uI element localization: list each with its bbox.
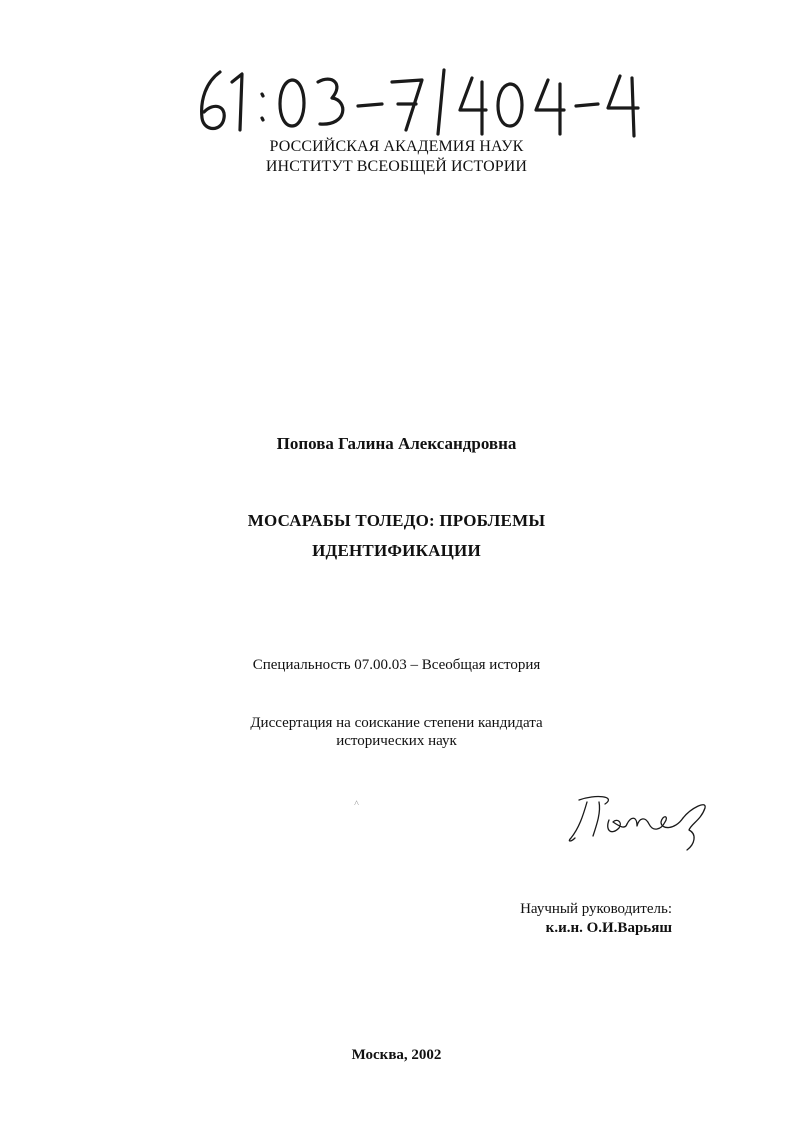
scan-speck: ˄ <box>354 798 360 808</box>
author-name: Попова Галина Александровна <box>276 434 517 453</box>
signature-drawing <box>565 790 715 860</box>
handwritten-catalog-code <box>192 60 652 140</box>
supervisor-name: к.и.н. О.И.Варьяш <box>545 920 672 936</box>
organization-line-1: РОССИЙСКАЯ АКАДЕМИЯ НАУК <box>269 138 524 155</box>
specialty-line: Специальность 07.00.03 – Всеобщая история <box>252 657 541 673</box>
organization-line-2: ИНСТИТУТ ВСЕОБЩЕЙ ИСТОРИИ <box>265 158 528 175</box>
dissertation-line-2: исторических наук <box>336 733 457 749</box>
supervisor-label: Научный руководитель: <box>520 901 672 917</box>
thesis-title-line-2: ИДЕНТИФИКАЦИИ <box>312 541 481 560</box>
city-year: Москва, 2002 <box>351 1047 442 1063</box>
handwritten-code-drawing <box>192 60 652 140</box>
thesis-title-line-1: МОСАРАБЫ ТОЛЕДО: ПРОБЛЕМЫ <box>247 511 546 530</box>
dissertation-line-1: Диссертация на соискание степени кандидата <box>250 715 543 731</box>
author-signature <box>565 790 715 860</box>
